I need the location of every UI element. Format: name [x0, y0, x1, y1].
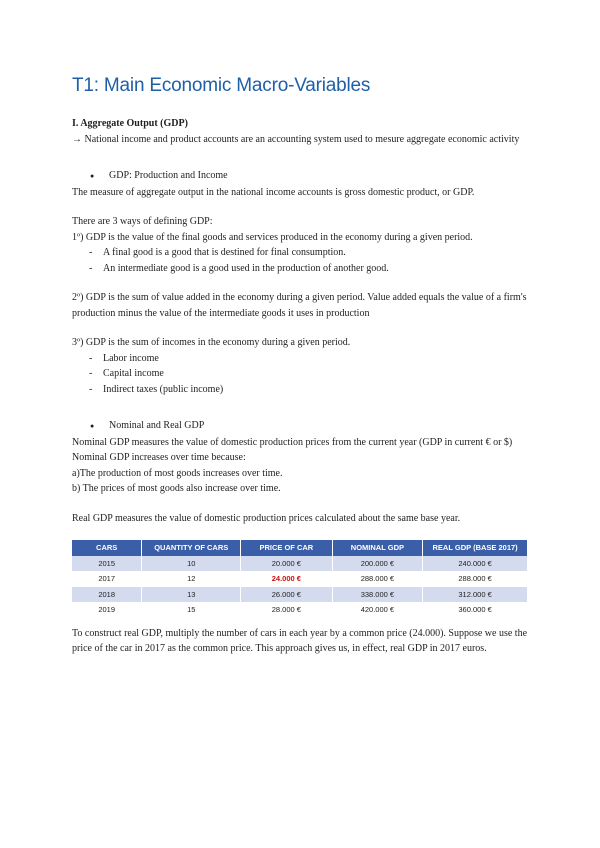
bullet-dot-icon: ●: [90, 172, 95, 180]
table-cell: 288.000 €: [423, 571, 528, 587]
column-header: CARS: [72, 540, 142, 556]
column-header: PRICE OF CAR: [241, 540, 333, 556]
table-row: [72, 571, 528, 587]
table-cell: 2018: [72, 587, 142, 603]
table-cell: 240.000 €: [423, 556, 528, 572]
table-cell: 26.000 €: [241, 587, 333, 603]
table-cell: 15: [142, 602, 241, 618]
list-item: - Capital income: [89, 368, 164, 379]
table-row: [72, 587, 528, 603]
nominal-gdp-text: Nominal GDP measures the value of domestic production prices from the current year (GDP in current € or $): [72, 436, 513, 448]
list-item: - An intermediate good is a good used in the production of another good.: [89, 262, 389, 274]
column-header: NOMINAL GDP: [332, 540, 423, 556]
intro-paragraph: → National income and product accounts are an accounting system used to mesure aggregate economic activity: [72, 133, 520, 145]
table-cell: 2015: [72, 556, 142, 572]
bullet-label: GDP: Production and Income: [109, 170, 228, 181]
column-header: QUANTITY OF CARS: [142, 540, 241, 556]
bullet-dot-icon: ●: [90, 422, 95, 430]
table-cell: 13: [142, 587, 241, 603]
gdp-table: [72, 540, 528, 618]
nominal-increase-text: Nominal GDP increases over time because:: [72, 452, 246, 463]
table-cell: 20.000 €: [241, 556, 333, 572]
bullet-label: Nominal and Real GDP: [109, 420, 205, 431]
page-title: T1: Main Economic Macro-Variables: [72, 75, 371, 96]
table-cell: 28.000 €: [241, 602, 333, 618]
reason-a: a)The production of most goods increases over time.: [72, 467, 283, 479]
list-item: - A final good is a good that is destined for final consumption.: [89, 247, 346, 258]
table-row: [72, 602, 528, 618]
table-row: [72, 556, 528, 572]
table-cell: 2019: [72, 602, 142, 618]
table-cell: 200.000 €: [332, 556, 423, 572]
table-cell: 420.000 €: [332, 602, 423, 618]
table-cell: 338.000 €: [332, 587, 423, 603]
table-cell: 12: [142, 571, 241, 587]
real-gdp-text: Real GDP measures the value of domestic production prices calculated about the same base year.: [72, 512, 461, 524]
definition-3: 3º) GDP is the sum of incomes in the economy during a given period.: [72, 337, 351, 348]
section-heading: I. Aggregate Output (GDP): [72, 118, 188, 129]
list-item: - Indirect taxes (public income): [89, 383, 224, 395]
table-header-row: [72, 540, 528, 556]
definition-2: 2º) GDP is the sum of value added in the economy during a given period. Value added equals the value of a firm's production minus the value of the intermediate goods it uses in production: [72, 292, 527, 319]
reason-b: b) The prices of most goods also increase over time.: [72, 483, 281, 494]
table-cell: 2017: [72, 571, 142, 587]
bullet-nominal-real: [72, 418, 528, 435]
gdp-measure-text: The measure of aggregate output in the national income accounts is gross domestic product, or GDP.: [72, 186, 475, 198]
table-cell: 10: [142, 556, 241, 572]
column-header: REAL GDP (BASE 2017): [423, 540, 528, 556]
table-cell: 312.000 €: [423, 587, 528, 603]
list-item: - Labor income: [89, 352, 159, 364]
ways-text: There are 3 ways of defining GDP:: [72, 216, 213, 227]
highlighted-price-cell: 24.000 €: [241, 571, 333, 587]
closing-paragraph: To construct real GDP, multiply the number of cars in each year by a common price (24.000). Suppose we use the price of the car in 2017 as the common price. This approach gives us, in effect, real GDP in 2017 euros.: [72, 627, 528, 654]
definition-1: 1º) GDP is the value of the final goods and services produced in the economy during a given period.: [72, 231, 473, 243]
table-cell: 288.000 €: [332, 571, 423, 587]
document-body: [72, 116, 528, 657]
table-cell: 360.000 €: [423, 602, 528, 618]
gdp-table-wrapper: [72, 540, 528, 618]
bullet-gdp-production: [72, 168, 528, 185]
